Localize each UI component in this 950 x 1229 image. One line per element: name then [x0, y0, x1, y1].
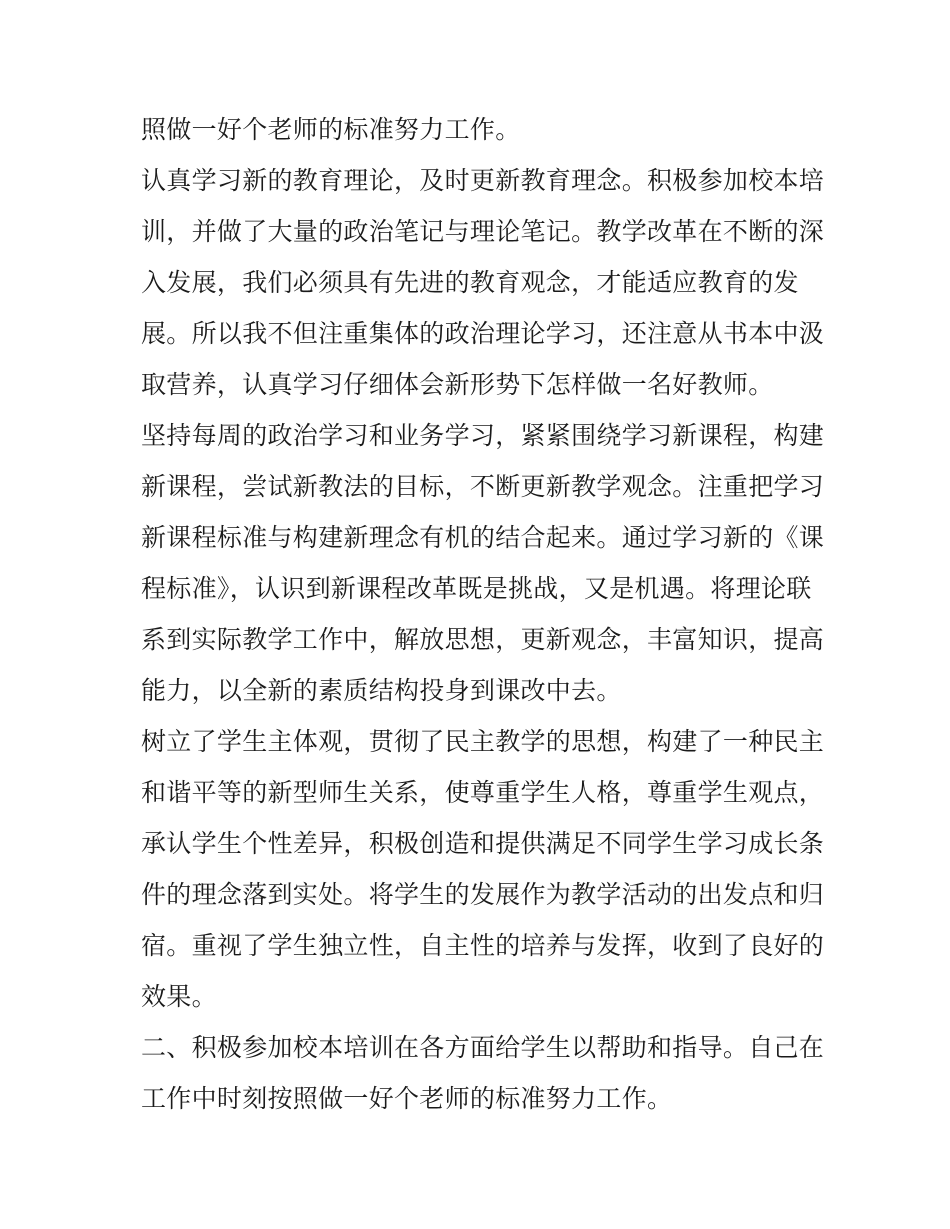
text-line: 训，并做了大量的政治笔记与理论笔记。教学改革在不断的深 — [141, 217, 825, 246]
text-line: 能力，以全新的素质结构投身到课改中去。 — [141, 676, 622, 705]
text-line: 工作中时刻按照做一好个老师的标准努力工作。 — [141, 1084, 673, 1113]
text-line: 系到实际教学工作中，解放思想，更新观念，丰富知识，提高 — [141, 625, 825, 654]
text-line: 坚持每周的政治学习和业务学习，紧紧围绕学习新课程，构建 — [141, 421, 825, 450]
text-line: 入发展，我们必须具有先进的教育观念，才能适应教育的发 — [141, 268, 799, 297]
text-line: 宿。重视了学生独立性，自主性的培养与发挥，收到了良好的 — [141, 931, 825, 960]
text-line: 树立了学生主体观，贯彻了民主教学的思想，构建了一种民主 — [141, 727, 825, 756]
text-line: 程标准》，认识到新课程改革既是挑战，又是机遇。将理论联 — [141, 574, 812, 603]
text-line: 承认学生个性差异，积极创造和提供满足不同学生学习成长条 — [141, 829, 825, 858]
document-body — [141, 104, 825, 1124]
text-line: 认真学习新的教育理论，及时更新教育理念。积极参加校本培 — [141, 166, 825, 195]
text-line: 取营养，认真学习仔细体会新形势下怎样做一名好教师。 — [141, 370, 774, 399]
text-line: 和谐平等的新型师生关系，使尊重学生人格，尊重学生观点， — [141, 778, 825, 807]
text-line: 二、积极参加校本培训在各方面给学生以帮助和指导。自己在 — [141, 1033, 825, 1062]
text-line: 新课程，尝试新教法的目标，不断更新教学观念。注重把学习 — [141, 472, 825, 501]
text-line: 新课程标准与构建新理念有机的结合起来。通过学习新的《课 — [141, 523, 825, 552]
text-line: 照做一好个老师的标准努力工作。 — [141, 115, 521, 144]
text-line: 件的理念落到实处。将学生的发展作为教学活动的出发点和归 — [141, 880, 825, 909]
text-line: 效果。 — [141, 982, 217, 1011]
text-line: 展。所以我不但注重集体的政治理论学习，还注意从书本中汲 — [141, 319, 825, 348]
